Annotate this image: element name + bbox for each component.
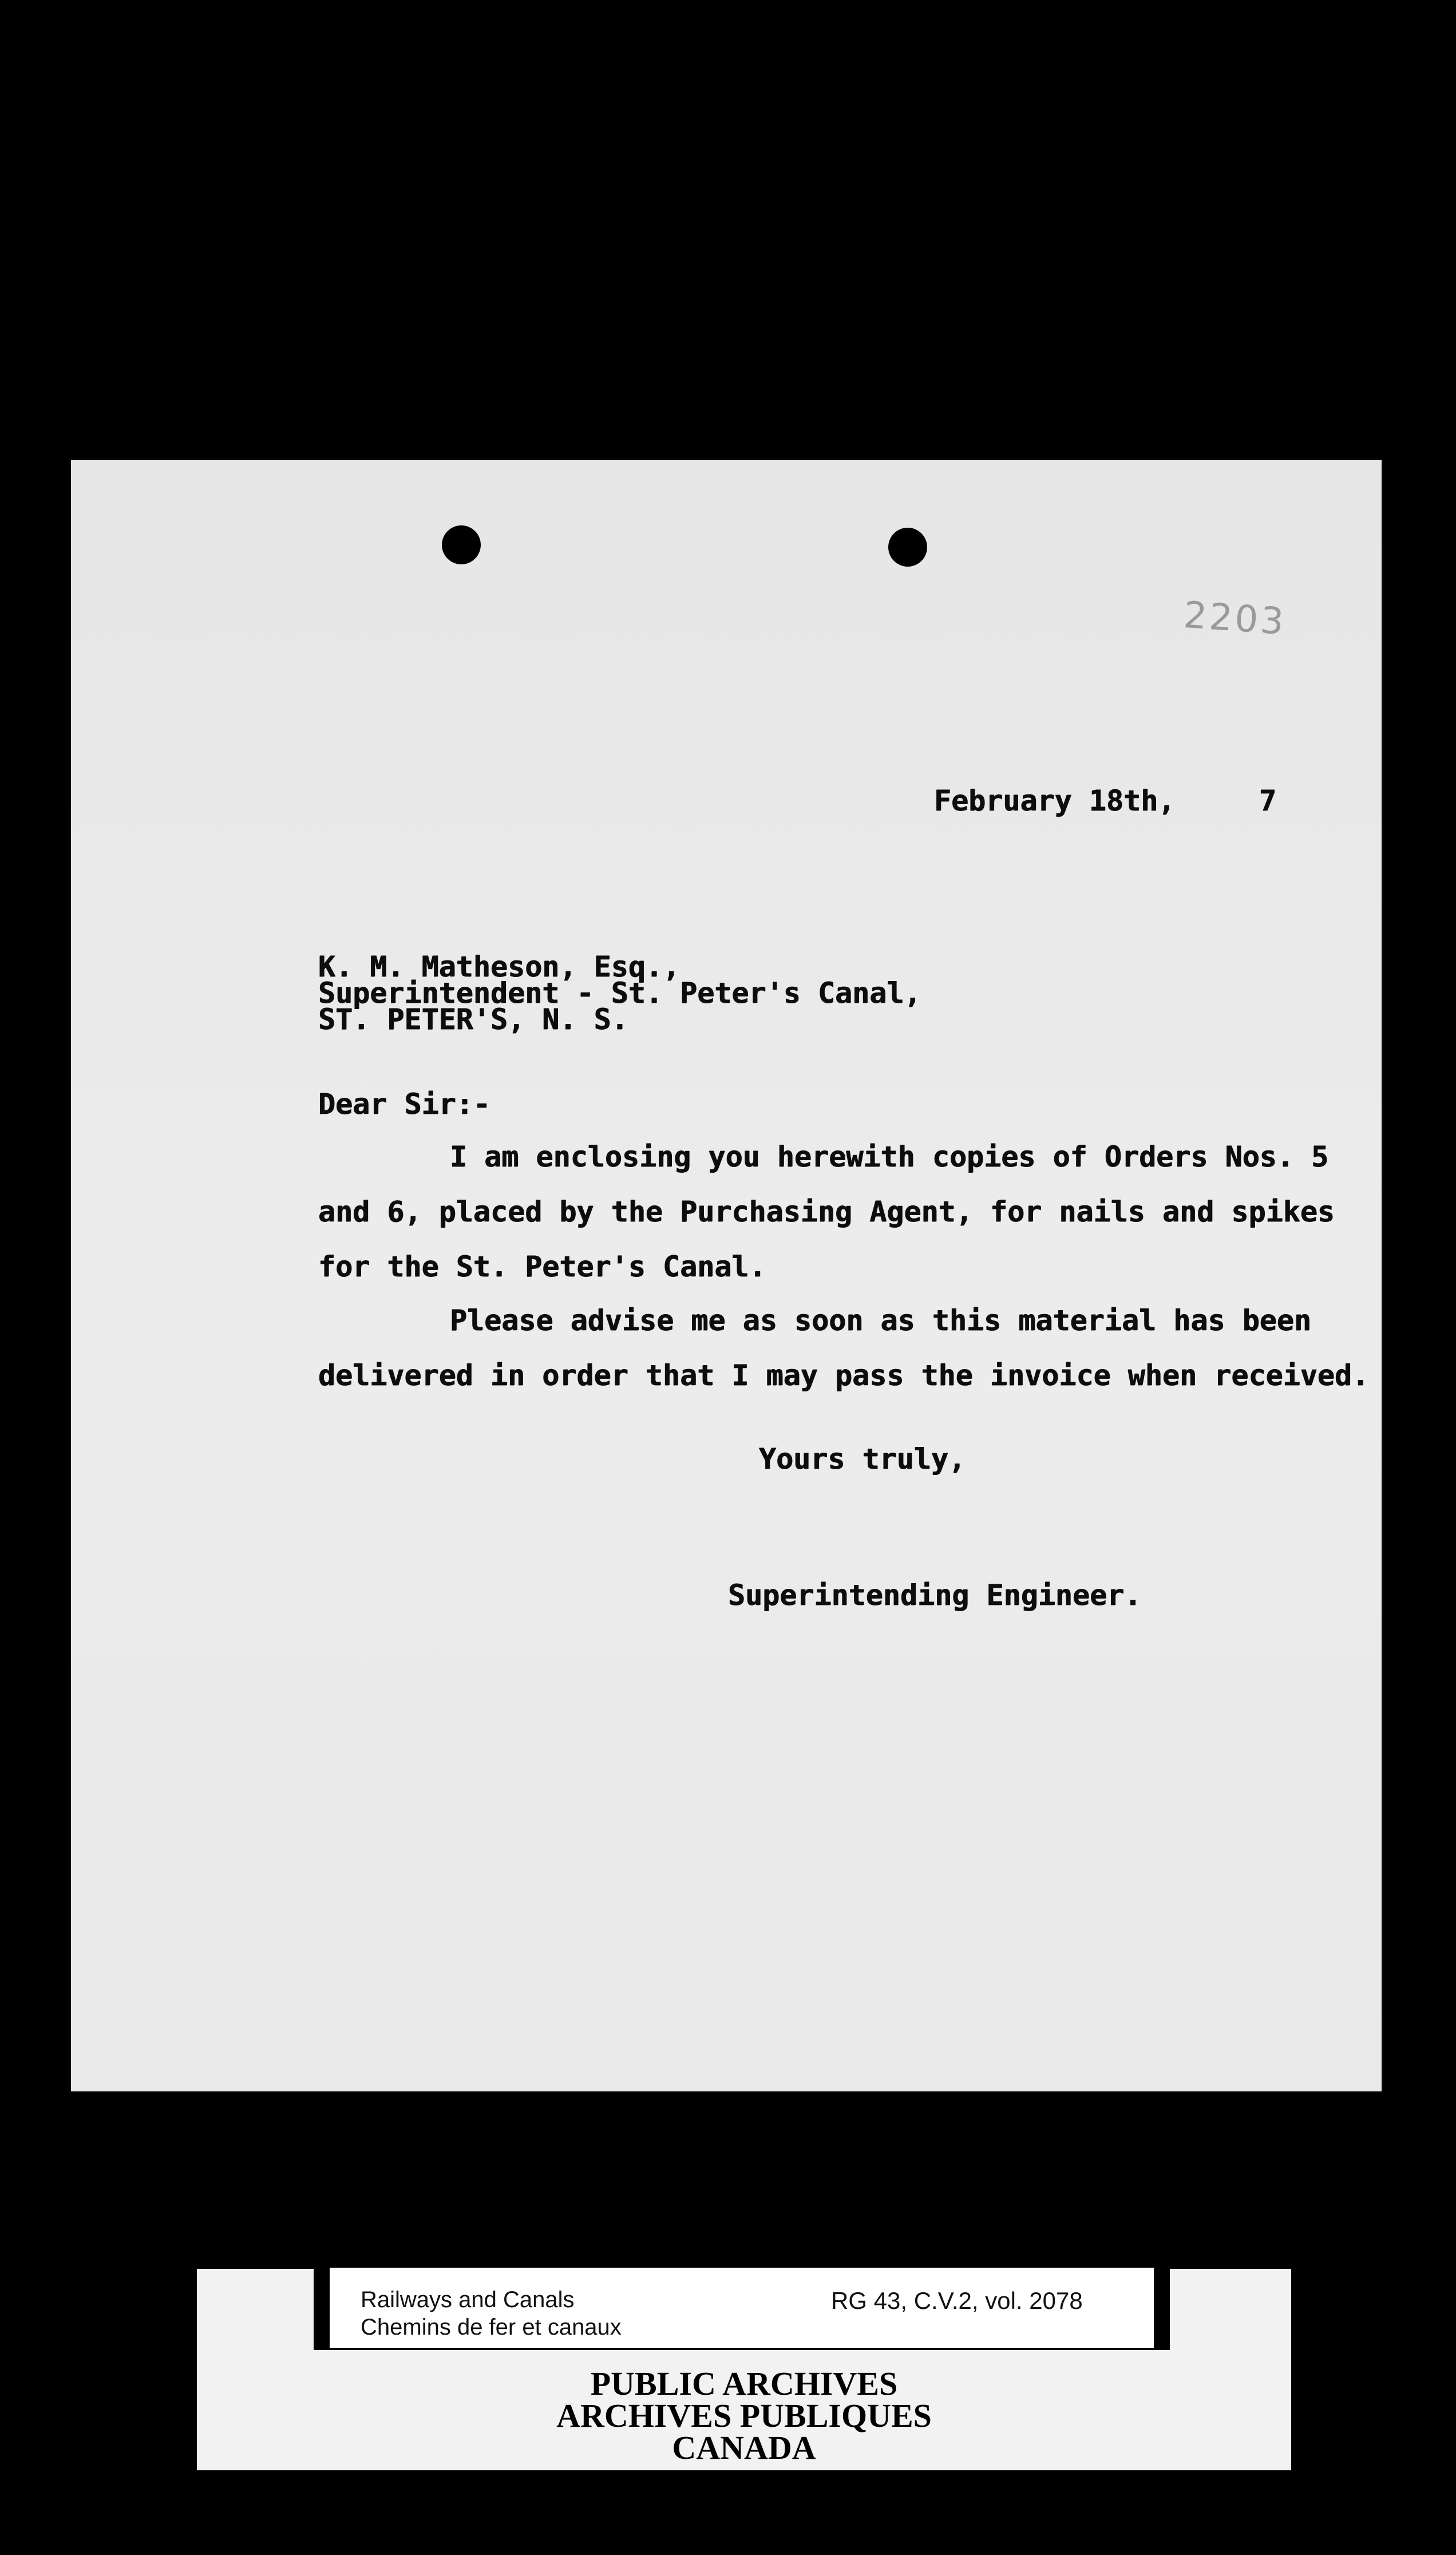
signature-title: Superintending Engineer.: [728, 1579, 1142, 1612]
department-french: Chemins de fer et canaux: [361, 2315, 622, 2340]
body-line: and 6, placed by the Purchasing Agent, for nails and spikes: [318, 1195, 1335, 1228]
body-line: Please advise me as soon as this material has been: [450, 1304, 1312, 1337]
recipient-title: Superintendent - St. Peter's Canal,: [318, 976, 921, 1010]
department-english: Railways and Canals: [361, 2287, 575, 2312]
punch-hole-left: [442, 525, 481, 564]
archives-country: CANADA: [672, 2429, 816, 2466]
letter-date: February 18th,: [934, 784, 1176, 817]
body-line: I am enclosing you herewith copies of Orders Nos. 5: [450, 1140, 1329, 1173]
salutation: Dear Sir:-: [318, 1087, 491, 1121]
file-number: 2203: [1182, 594, 1288, 644]
closing: Yours truly,: [759, 1442, 966, 1476]
recipient-location: ST. PETER'S, N. S.: [318, 1003, 628, 1036]
recipient-name: K. M. Matheson, Esq.,: [318, 950, 680, 983]
punch-hole-right: [888, 528, 927, 567]
letter-year-digit: 7: [1259, 784, 1277, 817]
archives-name-fr: ARCHIVES PUBLIQUES: [556, 2397, 932, 2434]
body-line: for the St. Peter's Canal.: [318, 1250, 766, 1283]
archive-reference: RG 43, C.V.2, vol. 2078: [831, 2287, 1083, 2314]
body-line: delivered in order that I may pass the invoice when received.: [318, 1359, 1370, 1392]
archives-name-en: PUBLIC ARCHIVES: [590, 2365, 898, 2402]
